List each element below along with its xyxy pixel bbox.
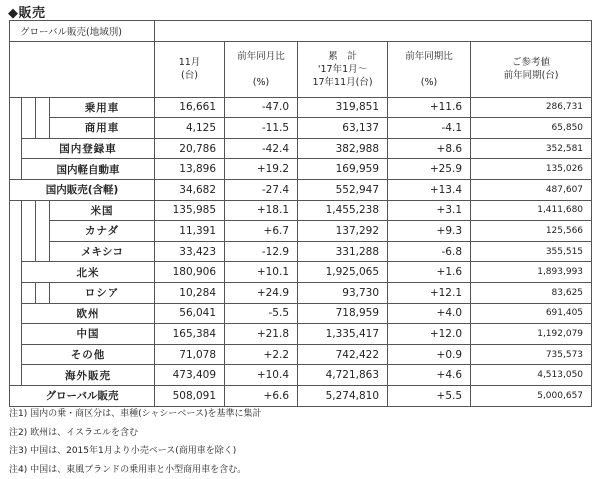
row-label: 国内軽自動車 <box>22 159 155 180</box>
table-row: 商用車 4,125 -11.5 63,137 -4.1 65,850 <box>10 118 592 139</box>
table-row: 海外販売 473,409 +10.4 4,721,863 +4.6 4,513,050 <box>10 365 592 386</box>
table-row: 国内登録車 20,786 -42.4 382,988 +8.6 352,581 <box>10 138 592 159</box>
row-label: 乗用車 <box>50 97 155 118</box>
row-label: 海外販売 <box>22 365 155 386</box>
row-label: ロシア <box>50 282 155 303</box>
table-row: 国内軽自動車 13,896 +19.2 169,959 +25.9 135,026 <box>10 159 592 180</box>
header-cumulative: 累 計 '17年1月～ 17年11月(台) <box>298 41 388 97</box>
table-row: メキシコ 33,423 -12.9 331,288 -6.8 355,515 <box>10 241 592 262</box>
header-cum-yoy: 前年同期比 (%) <box>388 41 471 97</box>
footnote: 注3) 中国は、2015年1月より小売ベース(商用車を除く) <box>9 446 237 457</box>
table-row: 乗用車 16,661 -47.0 319,851 +11.6 286,731 <box>10 97 592 118</box>
row-label: 米国 <box>50 200 155 221</box>
table-row: 北米 180,906 +10.1 1,925,065 +1.6 1,893,993 <box>10 262 592 283</box>
table-row: ロシア 10,284 +24.9 93,730 +12.1 83,625 <box>10 282 592 303</box>
row-label: 中国 <box>22 324 155 345</box>
table-row: 国内販売(含軽) 34,682 -27.4 552,947 +13.4 487,607 <box>10 179 592 200</box>
table-row: 中国 165,384 +21.8 1,335,417 +12.0 1,192,079 <box>10 324 592 345</box>
header-title-row <box>10 21 592 42</box>
row-label: グローバル販売 <box>10 385 155 406</box>
row-label: 国内販売(含軽) <box>10 179 155 200</box>
row-label: 北米 <box>22 262 155 283</box>
footnote: 注1) 国内の乗・商区分は、車種(シャシーベース)を基準に集計 <box>9 409 262 419</box>
row-label: その他 <box>22 344 155 365</box>
row-label: メキシコ <box>50 241 155 262</box>
table-row: カナダ 11,391 +6.7 137,292 +9.3 125,566 <box>10 221 592 242</box>
header-month: 11月 (台) <box>155 41 225 97</box>
header-yoy: 前年同月比 (%) <box>225 41 298 97</box>
row-label: カナダ <box>50 221 155 242</box>
table-row: その他 71,078 +2.2 742,422 +0.9 735,573 <box>10 344 592 365</box>
row-label: 商用車 <box>50 118 155 139</box>
row-label: 欧州 <box>22 303 155 324</box>
header-row <box>10 41 592 97</box>
footnote: 注4) 中国は、東風ブランドの乗用車と小型商用車を含む。 <box>9 464 247 475</box>
footnote: 注2) 欧州は、イスラエルを含む <box>9 427 139 438</box>
row-label: 国内登録車 <box>22 138 155 159</box>
table-title: グローバル販売(地域別) <box>10 21 155 42</box>
header-reference: ご参考値 前年同期(台) <box>471 41 592 97</box>
footnotes <box>9 405 262 479</box>
table-row: 米国 135,985 +18.1 1,455,238 +3.1 1,411,680 <box>10 200 592 221</box>
sales-table <box>9 20 592 407</box>
section-title: ◆販売 <box>8 6 46 21</box>
table-row: グローバル販売 508,091 +6.6 5,274,810 +5.5 5,000,657 <box>10 385 592 406</box>
table-row: 欧州 56,041 -5.5 718,959 +4.0 691,405 <box>10 303 592 324</box>
